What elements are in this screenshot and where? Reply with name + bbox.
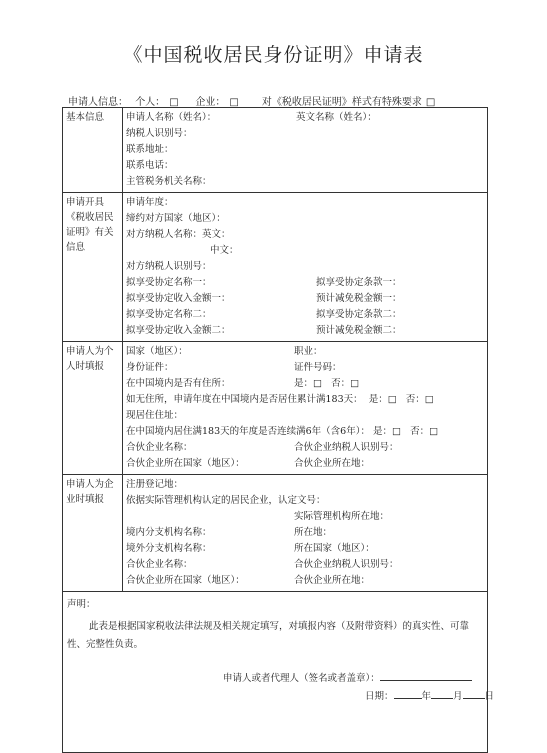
ind-partner-country-field[interactable]: 合伙企业所在国家（地区）： [126,458,245,469]
mgmt-location-field[interactable]: 实际管理机构所在地： [294,511,390,522]
residence-no-checkbox[interactable]: □ [350,378,360,389]
address-field[interactable]: 联系地址： [126,144,174,155]
month-blank[interactable] [431,688,453,699]
id-doc-field[interactable]: 身份证件： [126,362,174,373]
ind-partner-location-field[interactable]: 合伙企业所在地： [294,458,371,469]
basic-info-label: 基本信息 [63,108,123,193]
counterpart-country-field[interactable]: 缔约对方国家（地区）： [126,213,226,224]
taxpayer-name-en-field[interactable]: 英文： [202,229,231,240]
taxpayer-name-cn-field[interactable]: 中文： [210,245,239,256]
current-address-field[interactable]: 现居住住址： [126,410,184,421]
residence-no-label: 否： [331,378,351,389]
enterprise-label: 申请人为企业时填报 [63,475,123,592]
relief1-field[interactable]: 预计减免税金额一： [316,293,402,304]
years6-no-checkbox[interactable]: □ [429,426,439,437]
day-blank[interactable] [463,688,485,699]
article2-field[interactable]: 拟享受协定条款二： [316,309,402,320]
year-field[interactable]: 申请年度： [126,197,174,208]
day-label: 日 [484,691,495,702]
ind-partner-name-field[interactable]: 合伙企业名称： [126,442,193,453]
id-no-field[interactable]: 证件号码： [294,362,342,373]
declaration-text: 此表是根据国家税收法律法规及相关规定填写，对填报内容（及附带资料）的真实性、可靠性、完整性负责。 [67,621,470,650]
individual-checkbox[interactable]: □ [169,97,179,108]
applicant-info-label: 申请人信息： [68,97,128,108]
residence-yes-label: 是： [294,378,314,389]
taxpayer-name-label: 对方纳税人名称： [126,229,203,240]
agreement1-field[interactable]: 拟享受协定名称一： [126,277,212,288]
page-title: 《中国税收居民身份证明》申请表 [123,44,424,66]
article1-field[interactable]: 拟享受协定条款一： [316,277,402,288]
years6-yes-label: 是： [373,426,393,437]
years6-yes-checkbox[interactable]: □ [392,426,402,437]
phone-field[interactable]: 联系电话： [126,160,174,171]
individual-section [63,342,488,475]
overseas-country-field[interactable]: 所在国家（地区）： [294,543,375,554]
has-residence-label: 在中国境内是否有住所： [126,378,231,389]
agreement2-field[interactable]: 拟享受协定名称二： [126,309,212,320]
years183-label: 在中国境内居住满183天的年度是否连续满6年（含6年）： [126,426,370,437]
days183-yes-checkbox[interactable]: □ [387,394,397,405]
enterprise-option-label: 企业： [195,97,226,108]
ind-partner-tax-id-field[interactable]: 合伙企业纳税人识别号： [294,442,399,453]
individual-label: 申请人为个人时填报 [63,342,123,475]
special-format-checkbox[interactable]: □ [425,97,436,108]
date-label: 日期： [365,691,394,702]
year-blank[interactable] [394,688,422,699]
ind-country-field[interactable]: 国家（地区）： [126,346,188,357]
income2-field[interactable]: 拟享受协定收入金额二： [126,325,231,336]
year-label: 年 [421,691,432,702]
income1-field[interactable]: 拟享受协定收入金额一： [126,293,231,304]
taxpayer-id-field[interactable]: 对方纳税人识别号： [126,261,212,272]
basic-info-section [63,108,488,193]
domestic-branch-field[interactable]: 境内分支机构名称： [126,527,212,538]
registered-field[interactable]: 注册登记地： [126,479,184,490]
occupation-field[interactable]: 职业： [294,346,323,357]
days183-no-checkbox[interactable]: □ [424,394,434,405]
signature-field[interactable] [380,670,472,681]
ent-partner-location-field[interactable]: 合伙企业所在地： [294,575,371,586]
application-form-table [62,107,495,753]
recognized-field[interactable]: 依据实际管理机构认定的居民企业，认定文号： [126,495,326,506]
name-cn-field[interactable]: 申请人名称（姓名）： [126,112,217,123]
relief2-field[interactable]: 预计减免税金额二： [316,325,402,336]
ent-partner-name-field[interactable]: 合伙企业名称： [126,559,193,570]
individual-option-label: 个人： [135,97,166,108]
cert-info-section [63,193,488,342]
enterprise-section [63,475,488,592]
domestic-location-field[interactable]: 所在地： [294,527,333,538]
declaration-label: 声明： [67,599,96,610]
special-format-label: 对《税收居民证明》样式有特殊要求 [261,97,422,108]
month-label: 月 [453,691,463,702]
residence-yes-checkbox[interactable]: □ [313,378,322,389]
signature-label: 申请人或者代理人（签名或者盖章）： [223,673,380,684]
no-residence-label: 如无住所，申请年度在中国境内是否居住累计满183天： [126,394,363,405]
days183-no-label: 否： [405,394,425,405]
cert-info-label: 申请开具《税收居民证明》有关信息 [63,193,123,342]
enterprise-checkbox[interactable]: □ [229,97,239,108]
ent-partner-country-field[interactable]: 合伙企业所在国家（地区）： [126,575,245,586]
years6-no-label: 否： [410,426,430,437]
declaration-section [63,592,488,753]
ent-partner-tax-id-field[interactable]: 合伙企业纳税人识别号： [294,559,399,570]
days183-yes-label: 是： [368,394,388,405]
tax-office-field[interactable]: 主管税务机关名称： [126,176,212,187]
applicant-info-row [68,93,439,108]
tax-id-field[interactable]: 纳税人识别号： [126,128,193,139]
name-en-field[interactable]: 英文名称（姓名）： [296,112,377,123]
overseas-branch-field[interactable]: 境外分支机构名称： [126,543,212,554]
